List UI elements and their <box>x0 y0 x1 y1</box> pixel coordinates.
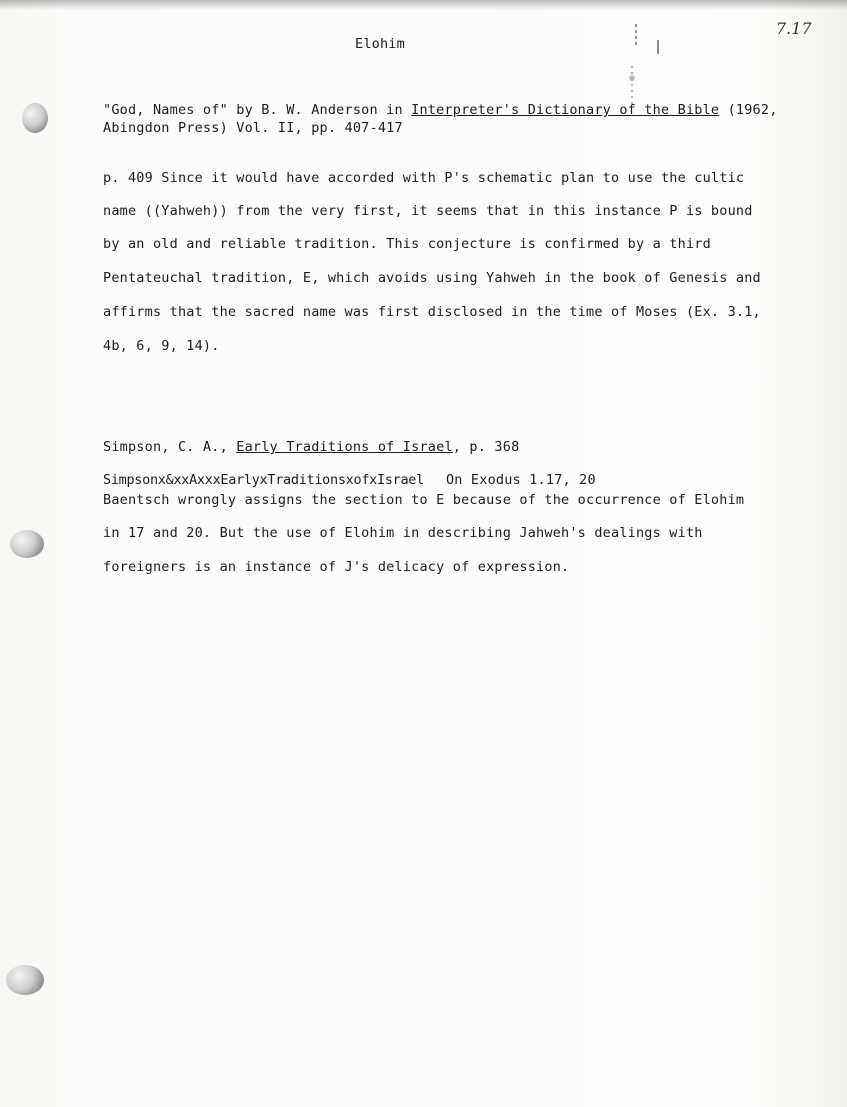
note-line: foreigners is an instance of J's delicacy of expression. <box>103 559 570 575</box>
quote-line: affirms that the sacred name was first disclosed in the time of Moses (Ex. 3.1, <box>103 304 761 320</box>
struck-out-text: Simpsonx&xxAxxxEarlyxTraditionsxofxIsrael <box>103 472 424 488</box>
quote-line: 4b, 6, 9, 14). <box>103 338 220 354</box>
note-line: in 17 and 20. But the use of Elohim in describing Jahweh's dealings with <box>103 525 703 541</box>
punch-hole-bottom <box>6 965 44 995</box>
second-citation <box>103 439 519 455</box>
struck-line <box>103 472 596 488</box>
quote-line: by an old and reliable tradition. This conjecture is confirmed by a third <box>103 236 711 252</box>
citation-line-1 <box>103 102 778 118</box>
note-line: Baentsch wrongly assigns the section to E because of the occurrence of Elohim <box>103 492 745 508</box>
page-title: Elohim <box>355 36 405 52</box>
punch-hole-middle <box>10 530 44 558</box>
citation-suffix: (1962, <box>719 102 778 118</box>
citation-work-title: Interpreter's Dictionary of the Bible <box>411 102 720 118</box>
quote-line: p. 409 Since it would have accorded with P's schematic plan to use the cultic <box>103 170 745 186</box>
quote-line: name ((Yahweh)) from the very first, it seems that in this instance P is bound <box>103 203 753 219</box>
citation-line-2: Abingdon Press) Vol. II, pp. 407-417 <box>103 120 403 136</box>
second-citation-author: Simpson, C. A., <box>103 439 237 455</box>
punch-hole-top <box>22 103 48 133</box>
staple-marks <box>618 20 668 110</box>
second-citation-work: Early Traditions of Israel <box>236 439 453 455</box>
handwritten-page-number: 7.17 <box>776 19 812 38</box>
quote-line: Pentateuchal tradition, E, which avoids using Yahweh in the book of Genesis and <box>103 270 761 286</box>
second-citation-pages: , p. 368 <box>452 439 520 455</box>
exodus-reference: On Exodus 1.17, 20 <box>445 472 596 488</box>
citation-prefix: "God, Names of" by B. W. Anderson in <box>103 102 412 118</box>
top-edge-shadow <box>0 0 847 10</box>
